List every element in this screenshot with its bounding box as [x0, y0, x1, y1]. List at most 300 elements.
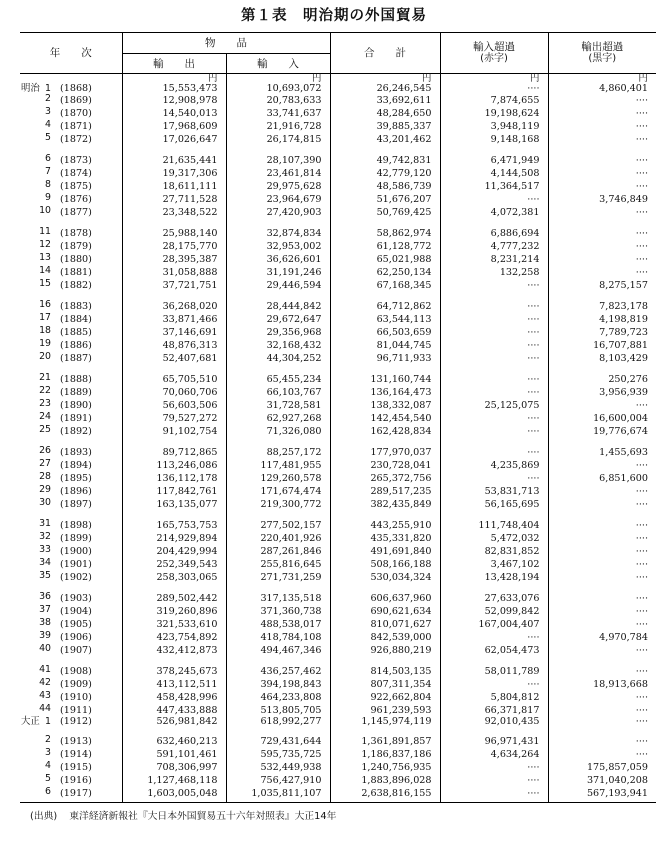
table-row: [20, 240, 656, 253]
cell-exports: 48,876,313: [122, 339, 226, 352]
cell-imports: 44,304,252: [226, 352, 330, 365]
cell-imports: 171,674,474: [226, 485, 330, 498]
cell-reign-year: 1: [45, 83, 51, 94]
cell-deficit: 6,471,949: [440, 154, 548, 167]
cell-surplus: ····: [548, 618, 656, 631]
cell-deficit: 9,148,168: [440, 133, 548, 146]
cell-reign-year: 18: [39, 325, 51, 336]
cell-deficit: ····: [440, 631, 548, 644]
table-row: [20, 631, 656, 644]
cell-imports: 271,731,259: [226, 571, 330, 584]
cell-total: 690,621,634: [330, 605, 440, 618]
cell-western-year: (1907): [60, 644, 92, 656]
table-row: [20, 266, 656, 279]
cell-surplus: 250,276: [548, 373, 656, 386]
cell-reign-year: 40: [39, 643, 51, 654]
cell-surplus: ····: [548, 592, 656, 605]
cell-total: 842,539,000: [330, 631, 440, 644]
cell-surplus: ····: [548, 240, 656, 253]
table-row: [20, 498, 656, 511]
cell-surplus: ····: [548, 665, 656, 678]
cell-imports: 129,260,578: [226, 472, 330, 485]
cell-exports: 79,527,272: [122, 412, 226, 425]
cell-surplus: ····: [548, 519, 656, 532]
group-spacer: [20, 438, 656, 446]
cell-exports: 321,533,610: [122, 618, 226, 631]
cell-reign-year: 8: [45, 179, 51, 190]
cell-deficit: 96,971,431: [440, 735, 548, 748]
cell-surplus: 16,707,881: [548, 339, 656, 352]
cell-deficit: 4,235,869: [440, 459, 548, 472]
cell-deficit: ····: [440, 313, 548, 326]
cell-deficit: 13,428,194: [440, 571, 548, 584]
table-row: [20, 167, 656, 180]
cell-exports: 458,428,996: [122, 691, 226, 704]
cell-total: 61,128,772: [330, 240, 440, 253]
cell-deficit: ····: [440, 425, 548, 438]
cell-reign-year: 14: [39, 265, 51, 276]
cell-surplus: ····: [548, 227, 656, 240]
cell-exports: 447,433,888: [122, 704, 226, 717]
cell-total: 1,145,974,119: [330, 717, 440, 727]
cell-exports: 37,721,751: [122, 279, 226, 292]
cell-surplus: ····: [548, 154, 656, 167]
cell-exports: 432,412,873: [122, 644, 226, 657]
cell-exports: 17,026,647: [122, 133, 226, 146]
cell-total: 177,970,037: [330, 446, 440, 459]
cell-total: 43,201,462: [330, 133, 440, 146]
cell-western-year: (1873): [60, 154, 92, 166]
cell-deficit: 167,004,407: [440, 618, 548, 631]
cell-western-year: (1875): [60, 180, 92, 192]
cell-exports: 27,711,528: [122, 193, 226, 206]
cell-total: 48,586,739: [330, 180, 440, 193]
group-spacer: [20, 584, 656, 592]
cell-exports: 21,635,441: [122, 154, 226, 167]
cell-imports: 32,874,834: [226, 227, 330, 240]
cell-total: 265,372,756: [330, 472, 440, 485]
cell-deficit: ····: [440, 352, 548, 365]
cell-deficit: 53,831,713: [440, 485, 548, 498]
table-row: [20, 472, 656, 485]
cell-exports: 632,460,213: [122, 735, 226, 748]
cell-reign-year: 30: [39, 497, 51, 508]
cell-surplus: 16,600,004: [548, 412, 656, 425]
table-row: [20, 446, 656, 459]
cell-exports: 56,603,506: [122, 399, 226, 412]
cell-total: 58,862,974: [330, 227, 440, 240]
cell-surplus: 18,913,668: [548, 678, 656, 691]
table-row: [20, 339, 656, 352]
cell-era-year: [20, 206, 54, 219]
cell-reign-year: 12: [39, 239, 51, 250]
cell-western-year: (1870): [60, 107, 92, 119]
cell-exports: 37,146,691: [122, 326, 226, 339]
header-deficit: [440, 33, 548, 74]
cell-western-year: (1874): [60, 167, 92, 179]
cell-total: 810,071,627: [330, 618, 440, 631]
header-imports: 輸 入: [226, 54, 330, 74]
cell-imports: 31,728,581: [226, 399, 330, 412]
cell-total: 81,044,745: [330, 339, 440, 352]
cell-imports: 418,784,108: [226, 631, 330, 644]
cell-imports: 29,446,594: [226, 279, 330, 292]
cell-western-year: (1897): [60, 498, 92, 510]
source-label: (出典): [30, 811, 58, 822]
cell-surplus: 4,970,784: [548, 631, 656, 644]
cell-total: 530,034,324: [330, 571, 440, 584]
cell-exports: 89,712,865: [122, 446, 226, 459]
cell-western-year: (1884): [60, 313, 92, 325]
cell-exports: 319,260,896: [122, 605, 226, 618]
cell-total: 435,331,820: [330, 532, 440, 545]
cell-reign-year: 1: [45, 716, 51, 727]
header-deficit-sub: (赤字): [480, 53, 508, 64]
cell-exports: 23,348,522: [122, 206, 226, 219]
cell-surplus: ····: [548, 704, 656, 717]
cell-deficit: ····: [440, 84, 548, 94]
cell-surplus: 6,851,600: [548, 472, 656, 485]
group-spacer: [20, 219, 656, 227]
cell-total: 961,239,593: [330, 704, 440, 717]
table-row: [20, 326, 656, 339]
cell-exports: 163,135,077: [122, 498, 226, 511]
cell-imports: 31,191,246: [226, 266, 330, 279]
cell-imports: 21,916,728: [226, 120, 330, 133]
cell-reign-year: 29: [39, 484, 51, 495]
cell-imports: 219,300,772: [226, 498, 330, 511]
cell-exports: 28,175,770: [122, 240, 226, 253]
cell-reign-year: 22: [39, 385, 51, 396]
cell-deficit: 11,364,517: [440, 180, 548, 193]
cell-surplus: ····: [548, 735, 656, 748]
cell-reign-year: 4: [45, 119, 51, 130]
table-row: [20, 107, 656, 120]
cell-total: 64,712,862: [330, 300, 440, 313]
cell-western-year: (1904): [60, 605, 92, 617]
cell-reign-year: 10: [39, 205, 51, 216]
cell-exports: 413,112,511: [122, 678, 226, 691]
table-row: [20, 571, 656, 584]
cell-western-year: (1892): [60, 425, 92, 437]
cell-exports: 15,553,473: [122, 84, 226, 94]
cell-exports: 1,603,005,048: [122, 787, 226, 803]
cell-surplus: 8,103,429: [548, 352, 656, 365]
table-row: [20, 300, 656, 313]
cell-reign-year: 28: [39, 471, 51, 482]
cell-imports: 20,783,633: [226, 94, 330, 107]
cell-imports: 220,401,926: [226, 532, 330, 545]
cell-total: 382,435,849: [330, 498, 440, 511]
cell-exports: 52,407,681: [122, 352, 226, 365]
cell-western-year: (1899): [60, 532, 92, 544]
cell-deficit: 111,748,404: [440, 519, 548, 532]
cell-imports: 394,198,843: [226, 678, 330, 691]
cell-reign-year: 11: [39, 226, 51, 237]
table-row: [20, 313, 656, 326]
cell-surplus: ····: [548, 545, 656, 558]
cell-surplus: ····: [548, 253, 656, 266]
table-header: [20, 33, 656, 74]
cell-total: 136,164,473: [330, 386, 440, 399]
cell-total: 39,885,337: [330, 120, 440, 133]
cell-reign-year: 26: [39, 445, 51, 456]
cell-total: 1,240,756,935: [330, 761, 440, 774]
table-row: [20, 352, 656, 365]
cell-reign-year: 7: [45, 166, 51, 177]
cell-deficit: ····: [440, 373, 548, 386]
cell-western-year: (1878): [60, 227, 92, 239]
cell-imports: 618,992,277: [226, 717, 330, 727]
cell-exports: 25,988,140: [122, 227, 226, 240]
cell-deficit: 56,165,695: [440, 498, 548, 511]
table-row: [20, 691, 656, 704]
cell-imports: 27,420,903: [226, 206, 330, 219]
cell-reign-year: 21: [39, 372, 51, 383]
cell-total: 1,361,891,857: [330, 735, 440, 748]
unit-imports: 円: [226, 74, 330, 85]
cell-imports: 26,174,815: [226, 133, 330, 146]
cell-exports: 136,112,178: [122, 472, 226, 485]
cell-total: 807,311,354: [330, 678, 440, 691]
cell-deficit: ····: [440, 446, 548, 459]
cell-era-year: [20, 717, 54, 727]
table-row: [20, 154, 656, 167]
cell-deficit: 4,072,381: [440, 206, 548, 219]
trade-table: [20, 32, 656, 803]
cell-western-year: (1890): [60, 399, 92, 411]
cell-imports: 32,953,002: [226, 240, 330, 253]
cell-imports: 287,261,846: [226, 545, 330, 558]
cell-reign-year: 4: [45, 760, 51, 771]
cell-western-year: (1868): [60, 83, 92, 94]
cell-total: 50,769,425: [330, 206, 440, 219]
cell-reign-year: 2: [45, 734, 51, 745]
cell-surplus: 567,193,941: [548, 787, 656, 803]
unit-deficit: 円: [440, 74, 548, 85]
cell-reign-year: 24: [39, 411, 51, 422]
cell-exports: 252,349,543: [122, 558, 226, 571]
cell-total: 96,711,933: [330, 352, 440, 365]
cell-exports: 17,968,609: [122, 120, 226, 133]
cell-surplus: ····: [548, 498, 656, 511]
cell-surplus: ····: [548, 532, 656, 545]
cell-total: 49,742,831: [330, 154, 440, 167]
cell-reign-year: 42: [39, 677, 51, 688]
cell-deficit: 3,948,119: [440, 120, 548, 133]
header-goods: 物 品: [122, 33, 330, 54]
cell-total: 65,021,988: [330, 253, 440, 266]
cell-deficit: 66,371,817: [440, 704, 548, 717]
cell-surplus: 8,275,157: [548, 279, 656, 292]
cell-western-year: (1872): [60, 133, 92, 145]
cell-reign-year: 6: [45, 153, 51, 164]
cell-imports: 729,431,644: [226, 735, 330, 748]
cell-deficit: ····: [440, 472, 548, 485]
cell-reign-year: 5: [45, 132, 51, 143]
cell-western-year: (1906): [60, 631, 92, 643]
cell-era-year: [20, 787, 54, 803]
cell-western-year: (1886): [60, 339, 92, 351]
cell-western-year: (1896): [60, 485, 92, 497]
cell-exports: 14,540,013: [122, 107, 226, 120]
cell-total: 606,637,960: [330, 592, 440, 605]
cell-reign-year: 44: [39, 703, 51, 714]
cell-surplus: 1,455,693: [548, 446, 656, 459]
table-row: [20, 94, 656, 107]
cell-imports: 513,805,705: [226, 704, 330, 717]
cell-deficit: 6,886,694: [440, 227, 548, 240]
cell-deficit: 7,874,655: [440, 94, 548, 107]
cell-deficit: 4,144,508: [440, 167, 548, 180]
table-row: [20, 253, 656, 266]
cell-imports: 277,502,157: [226, 519, 330, 532]
cell-reign-year: 35: [39, 570, 51, 581]
cell-western-year: (1894): [60, 459, 92, 471]
table-row: [20, 386, 656, 399]
cell-western-year: (1901): [60, 558, 92, 570]
cell-total: 62,250,134: [330, 266, 440, 279]
table-row: [20, 206, 656, 219]
cell-western-year: (1910): [60, 691, 92, 703]
cell-total: 162,428,834: [330, 425, 440, 438]
cell-era-year: [20, 644, 54, 657]
cell-imports: 33,741,637: [226, 107, 330, 120]
cell-surplus: 175,857,059: [548, 761, 656, 774]
table-row: [20, 735, 656, 748]
table-row: [20, 787, 656, 803]
unit-row: [20, 74, 656, 85]
table-row: [20, 761, 656, 774]
cell-deficit: ····: [440, 678, 548, 691]
table-row: [20, 592, 656, 605]
cell-exports: 18,611,111: [122, 180, 226, 193]
cell-surplus: ····: [548, 206, 656, 219]
cell-western-year: (1893): [60, 446, 92, 458]
cell-exports: 91,102,754: [122, 425, 226, 438]
cell-reign-year: 41: [39, 664, 51, 675]
cell-reign-year: 36: [39, 591, 51, 602]
group-spacer: [20, 146, 656, 154]
cell-western-year: (1902): [60, 571, 92, 583]
cell-exports: 258,303,065: [122, 571, 226, 584]
table-row: [20, 665, 656, 678]
cell-western-year: (1898): [60, 519, 92, 531]
cell-deficit: 5,804,812: [440, 691, 548, 704]
cell-era: 明治: [21, 83, 40, 94]
cell-imports: 464,233,808: [226, 691, 330, 704]
cell-reign-year: 20: [39, 351, 51, 362]
cell-western-year: (1917): [54, 787, 122, 803]
cell-exports: 31,058,888: [122, 266, 226, 279]
cell-western-year: (1914): [60, 748, 92, 760]
cell-deficit: 132,258: [440, 266, 548, 279]
table-row: [20, 532, 656, 545]
cell-deficit: 25,125,075: [440, 399, 548, 412]
header-year: 年 次: [20, 33, 122, 74]
cell-surplus: ····: [548, 133, 656, 146]
cell-western-year: (1885): [60, 326, 92, 338]
source-text: 東洋経済新報社『大日本外国貿易五十六年対照表』大正14年: [69, 811, 337, 822]
cell-total: 922,662,804: [330, 691, 440, 704]
header-deficit-label: 輸入超過: [473, 41, 515, 53]
cell-imports: 28,107,390: [226, 154, 330, 167]
cell-surplus: 3,956,939: [548, 386, 656, 399]
cell-surplus: ····: [548, 266, 656, 279]
cell-imports: 317,135,518: [226, 592, 330, 605]
cell-reign-year: 3: [45, 106, 51, 117]
cell-surplus: ····: [548, 717, 656, 727]
cell-total: 926,880,219: [330, 644, 440, 657]
cell-surplus: 7,789,723: [548, 326, 656, 339]
cell-imports: 532,449,938: [226, 761, 330, 774]
cell-imports: 595,735,725: [226, 748, 330, 761]
table-body: [20, 74, 656, 803]
table-row: [20, 84, 656, 94]
header-surplus-label: 輸出超過: [581, 41, 624, 53]
cell-exports: 165,753,753: [122, 519, 226, 532]
table-row: [20, 459, 656, 472]
cell-western-year: (1891): [60, 412, 92, 424]
cell-deficit: ····: [440, 279, 548, 292]
cell-imports: 10,693,072: [226, 84, 330, 94]
cell-total: 230,728,041: [330, 459, 440, 472]
table-row: [20, 774, 656, 787]
cell-deficit: ····: [440, 339, 548, 352]
source-note: [30, 808, 348, 822]
cell-total: 33,692,611: [330, 94, 440, 107]
cell-imports: 62,927,268: [226, 412, 330, 425]
cell-western-year: (1905): [60, 618, 92, 630]
cell-western-year: (1887): [60, 352, 92, 364]
cell-exports: 526,981,842: [122, 717, 226, 727]
cell-surplus: ····: [548, 459, 656, 472]
cell-western-year: (1881): [60, 266, 92, 278]
cell-reign-year: 37: [39, 604, 51, 615]
table-row: [20, 519, 656, 532]
cell-deficit: ····: [440, 412, 548, 425]
cell-western-year: (1908): [60, 665, 92, 677]
cell-surplus: 3,746,849: [548, 193, 656, 206]
header-exports: 輸 出: [122, 54, 226, 74]
cell-imports: 436,257,462: [226, 665, 330, 678]
cell-reign-year: 5: [45, 773, 51, 784]
table-row: [20, 279, 656, 292]
header-surplus: [548, 33, 656, 74]
cell-exports: 65,705,510: [122, 373, 226, 386]
cell-surplus: ····: [548, 485, 656, 498]
cell-western-year: (1869): [60, 94, 92, 106]
cell-surplus: 4,198,819: [548, 313, 656, 326]
group-spacer: [20, 292, 656, 300]
cell-exports: 708,306,997: [122, 761, 226, 774]
cell-western-year: (1889): [60, 386, 92, 398]
cell-surplus: ····: [548, 180, 656, 193]
cell-deficit: ····: [440, 761, 548, 774]
cell-deficit: ····: [440, 386, 548, 399]
unit-exports: 円: [122, 74, 226, 85]
cell-total: 1,883,896,028: [330, 774, 440, 787]
cell-exports: 591,101,461: [122, 748, 226, 761]
cell-exports: 1,127,468,118: [122, 774, 226, 787]
cell-deficit: 5,472,032: [440, 532, 548, 545]
cell-surplus: ····: [548, 558, 656, 571]
table-row: [20, 412, 656, 425]
header-surplus-sub: (黒字): [588, 53, 617, 64]
cell-era-year: [20, 571, 54, 584]
cell-total: 2,638,816,155: [330, 787, 440, 803]
cell-imports: 29,356,968: [226, 326, 330, 339]
